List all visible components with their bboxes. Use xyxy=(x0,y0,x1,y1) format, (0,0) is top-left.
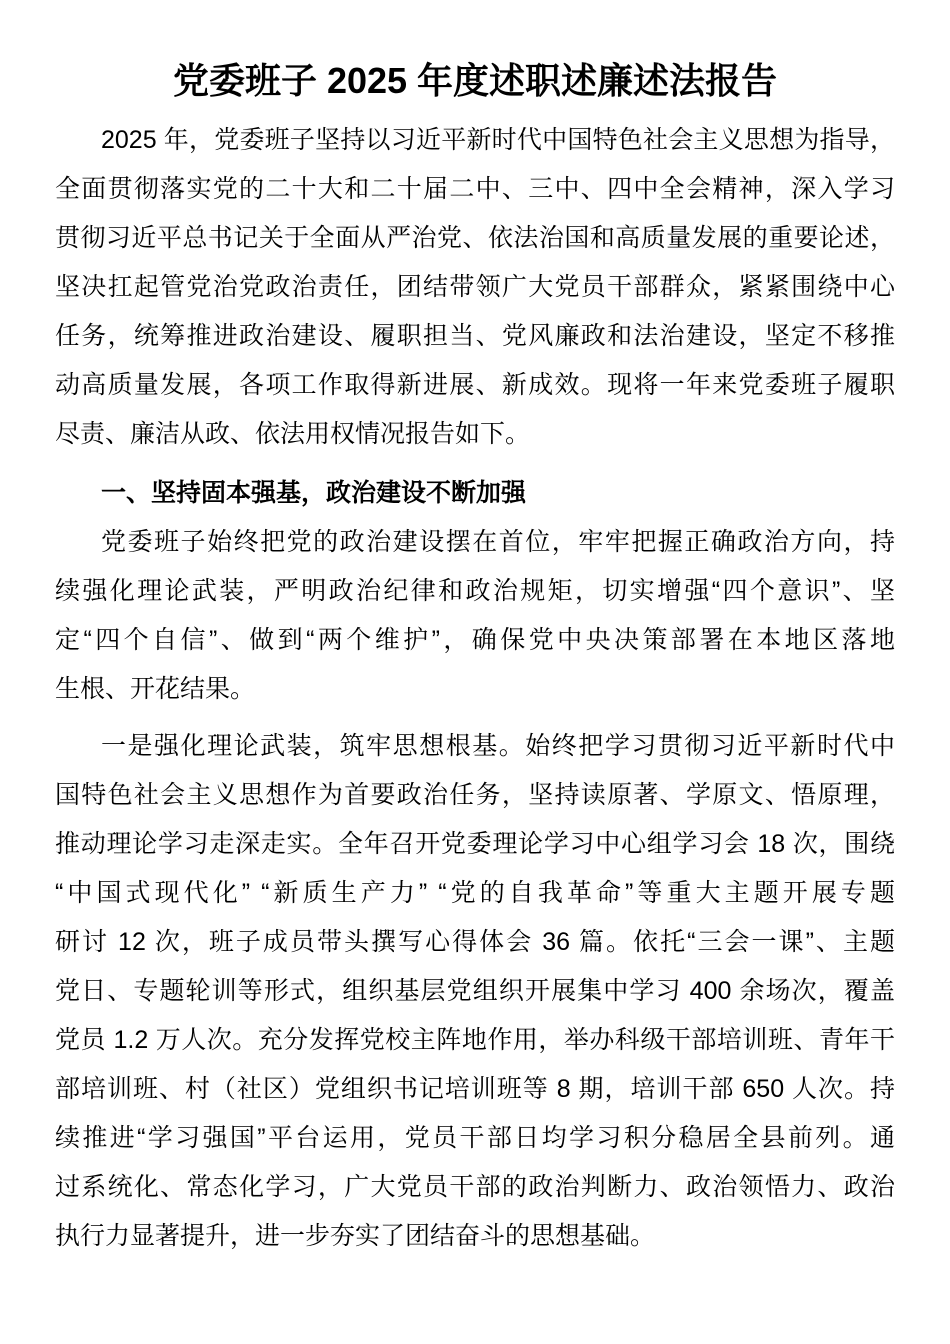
section-heading xyxy=(55,469,895,518)
text-line: 动高质量发展，各项工作取得新进展、新成效。现将一年来党委班子履职 xyxy=(55,371,895,399)
text-line: 一、坚持固本强基，政治建设不断加强 xyxy=(101,479,527,507)
text-line: 党委班子始终把党的政治建设摆在首位，牢牢把握正确政治方向，持 xyxy=(101,528,895,556)
text-line: 全面贯彻落实党的二十大和二十届二中、三中、四中全会精神，深入学习 xyxy=(55,175,895,203)
text-line: 国特色社会主义思想作为首要政治任务，坚持读原著、学原文、悟原理， xyxy=(55,781,895,809)
text-line: 贯彻习近平总书记关于全面从严治党、依法治国和高质量发展的重要论述， xyxy=(55,224,895,252)
text-line: 部培训班、村（社区）党组织书记培训班等 8 期，培训干部 650 人次。持 xyxy=(55,1075,895,1103)
text-line: 定“四个自信”、做到“两个维护”，确保党中央决策部署在本地区落地 xyxy=(55,626,895,654)
text-line: 党日、专题轮训等形式，组织基层党组织开展集中学习 400 余场次，覆盖 xyxy=(55,977,895,1005)
paragraph xyxy=(55,722,895,1261)
text-line: 过系统化、常态化学习，广大党员干部的政治判断力、政治领悟力、政治 xyxy=(55,1173,895,1201)
text-line: 尽责、廉洁从政、依法用权情况报告如下。 xyxy=(55,420,531,448)
paragraph xyxy=(55,116,895,459)
text-line: 执行力显著提升，进一步夯实了团结奋斗的思想基础。 xyxy=(55,1222,656,1250)
text-line: 续强化理论武装，严明政治纪律和政治规矩，切实增强“四个意识”、坚 xyxy=(55,577,895,605)
text-line: 研讨 12 次，班子成员带头撰写心得体会 36 篇。依托“三会一课”、主题 xyxy=(55,928,895,956)
text-line: 2025 年，党委班子坚持以习近平新时代中国特色社会主义思想为指导， xyxy=(101,126,895,154)
text-line: 党员 1.2 万人次。充分发挥党校主阵地作用，举办科级干部培训班、青年干 xyxy=(55,1026,895,1054)
document-title: 党委班子 2025 年度述职述廉述法报告 xyxy=(172,60,778,101)
text-line: 推动理论学习走深走实。全年召开党委理论学习中心组学习会 18 次，围绕 xyxy=(55,830,895,858)
text-line: 生根、开花结果。 xyxy=(55,675,256,703)
paragraph xyxy=(55,518,895,714)
text-line: “中国式现代化” “新质生产力” “党的自我革命”等重大主题开展专题 xyxy=(55,879,895,907)
text-line: 一是强化理论武装，筑牢思想根基。始终把学习贯彻习近平新时代中 xyxy=(101,732,895,760)
text-line: 任务，统筹推进政治建设、履职担当、党风廉政和法治建设，坚定不移推 xyxy=(55,322,895,350)
document-body xyxy=(55,116,895,1261)
text-line: 续推进“学习强国”平台运用，党员干部日均学习积分稳居全县前列。通 xyxy=(55,1124,895,1152)
text-line: 坚决扛起管党治党政治责任，团结带领广大党员干部群众，紧紧围绕中心 xyxy=(55,273,895,301)
